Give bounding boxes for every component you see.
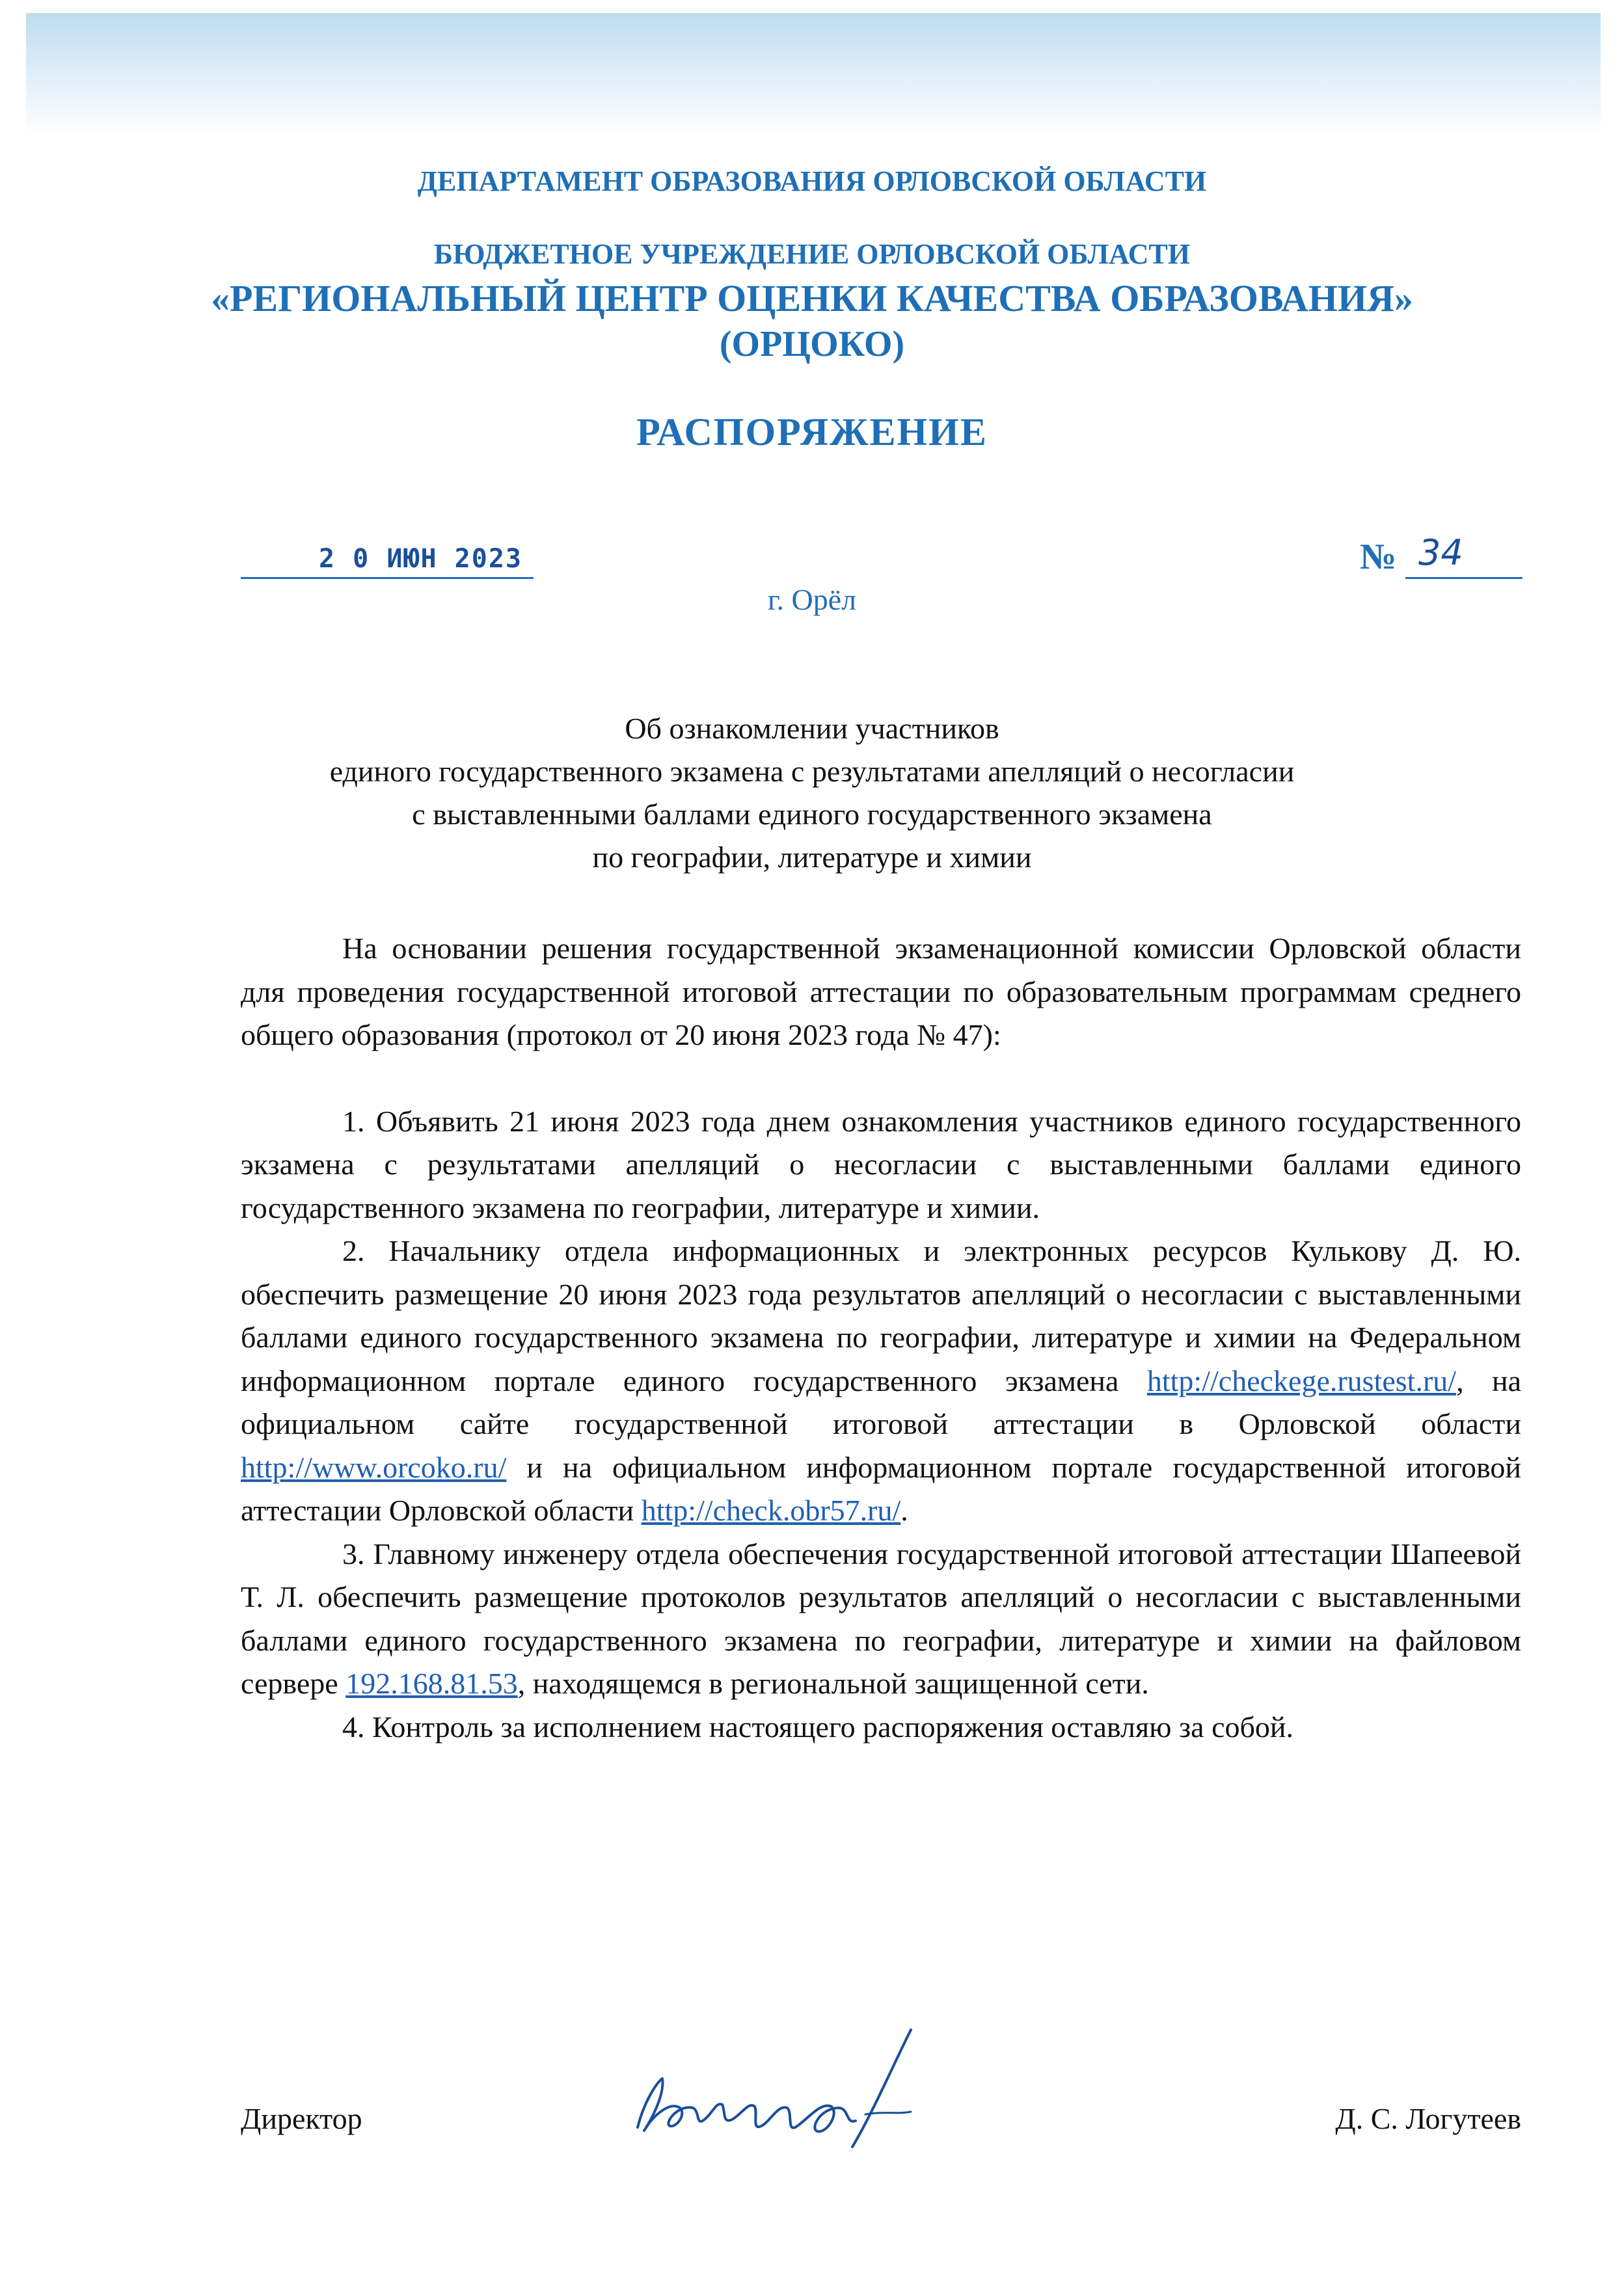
scan-top-tint bbox=[26, 13, 1601, 137]
item-1-paragraph: 1. Объявить 21 июня 2023 года днем ознакомления участников единого государственного экзамена с результатами апелляций о несогласии с выставленными баллами единого государственного экзамена по географии, литературе и химии. bbox=[241, 1104, 1521, 1224]
institution-name-line2: «РЕГИОНАЛЬНЫЙ ЦЕНТР ОЦЕНКИ КАЧЕСТВА ОБРАЗОВАНИЯ» bbox=[211, 277, 1413, 319]
title-line: по географии, литературе и химии bbox=[592, 841, 1032, 874]
signatory-name: Д. С. Логутеев bbox=[1335, 2102, 1521, 2135]
item-2-paragraph bbox=[241, 1230, 1521, 1533]
number-label: № bbox=[1360, 537, 1397, 577]
orcoko-link[interactable]: http://www.orcoko.ru/ bbox=[241, 1450, 507, 1484]
title-line: Об ознакомлении участников bbox=[625, 712, 999, 745]
item-2-text: . bbox=[900, 1494, 908, 1527]
signature-handwritten bbox=[625, 2017, 963, 2153]
institution-name-line1: БЮДЖЕТНОЕ УЧРЕЖДЕНИЕ ОРЛОВСКОЙ ОБЛАСТИ bbox=[433, 238, 1191, 270]
title-line: с выставленными баллами единого государственного экзамена bbox=[412, 798, 1212, 831]
document-type-heading: РАСПОРЯЖЕНИЕ bbox=[636, 411, 988, 453]
title-line: единого государственного экзамена с результатами апелляций о несогласии bbox=[329, 755, 1295, 788]
document-body bbox=[241, 927, 1521, 1749]
item-4-paragraph: 4. Контроль за исполнением настоящего распоряжения оставляю за собой. bbox=[342, 1710, 1294, 1744]
item-2-text: , на официальном сайте государственной итоговой аттестации в Орловской области bbox=[241, 1364, 1521, 1440]
city: г. Орёл bbox=[767, 583, 857, 616]
item-3-paragraph bbox=[241, 1533, 1521, 1706]
preamble-paragraph: На основании решения государственной экзаменационной комиссии Орловской области для проведения государственной итоговой аттестации по образовательным программам среднего общего образования (протокол от 20 июня 2023 года № 47): bbox=[241, 932, 1521, 1051]
item-3-text: 3. Главному инженеру отдела обеспечения государственной итоговой аттестации Шапеевой Т. Л. обеспечить размещение протоколов результатов апелляций о несогласии с выставленными баллами единого государственного экзамена по географии, литературе и химии на файловом сервере bbox=[241, 1537, 1521, 1700]
check-obr57-link[interactable]: http://check.obr57.ru/ bbox=[641, 1494, 901, 1527]
date-stamp: 2 0 ИЮН 2023 bbox=[319, 544, 522, 574]
file-server-link[interactable]: 192.168.81.53 bbox=[345, 1667, 518, 1700]
item-3-text: , находящемся в региональной защищенной сети. bbox=[517, 1667, 1149, 1700]
item-2-text: и на официальном информационном портале государственной итоговой аттестации Орловской области bbox=[241, 1450, 1521, 1527]
checkege-link[interactable]: http://checkege.rustest.ru/ bbox=[1146, 1364, 1457, 1397]
item-2-text: 2. Начальнику отдела информационных и электронных ресурсов Кулькову Д. Ю. обеспечить размещение 20 июня 2023 года результатов апелляций о несогласии с выставленными баллами единого государственного экзамена по географии, литературе и химии на Федеральном информационном портале единого государственного экзамена bbox=[241, 1234, 1521, 1397]
signatory-position: Директор bbox=[241, 2102, 362, 2135]
institution-abbreviation: (ОРЦОКО) bbox=[719, 324, 905, 364]
document-title bbox=[0, 707, 1624, 879]
document-number: 34 bbox=[1418, 532, 1463, 573]
department-name: ДЕПАРТАМЕНТ ОБРАЗОВАНИЯ ОРЛОВСКОЙ ОБЛАСТИ bbox=[417, 165, 1207, 197]
